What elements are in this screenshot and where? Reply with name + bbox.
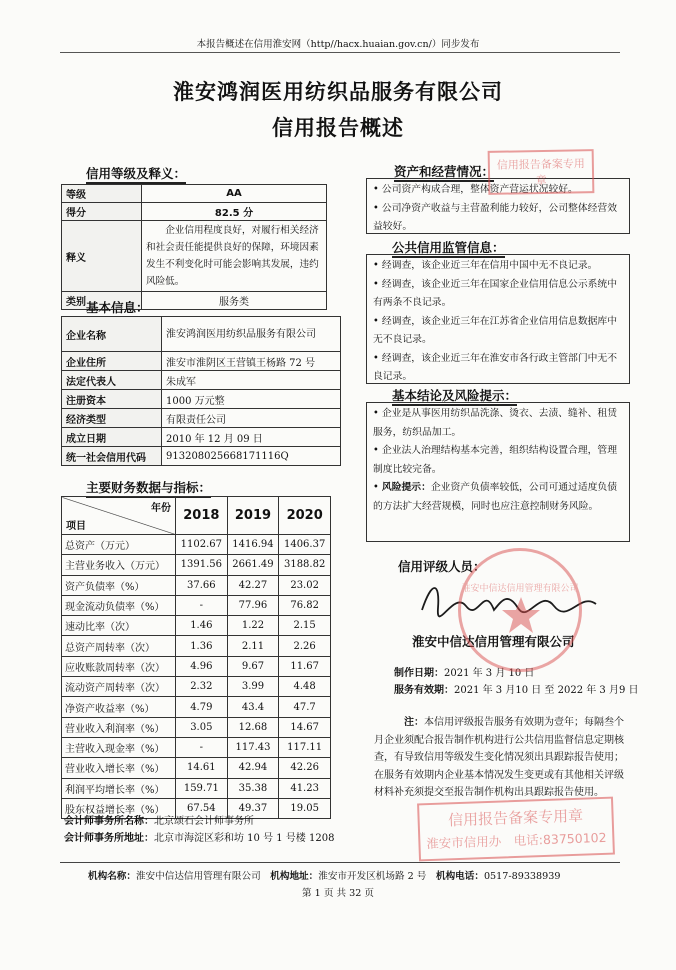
finance-item: 总资产周转率（次） <box>62 636 176 656</box>
finance-item: 应收账款周转率（次） <box>62 656 176 676</box>
basic-value: 1000 万元整 <box>162 390 341 409</box>
finance-value: 3.05 <box>176 717 228 737</box>
list-item: • 公司净资产收益与主营盈利能力较好，公司整体经营效益较好。 <box>373 202 618 232</box>
seal-text: 淮安中信达信用管理有限公司 <box>461 584 579 594</box>
table-row <box>62 677 331 697</box>
category-value: 服务类 <box>142 292 327 310</box>
meaning-label: 释义 <box>62 221 142 292</box>
basic-value: 朱成军 <box>162 371 341 390</box>
finance-item: 营业收入增长率（%） <box>62 758 176 778</box>
table-row <box>62 575 331 595</box>
finance-value: 19.05 <box>279 798 331 818</box>
finance-value: 1.36 <box>176 636 228 656</box>
year-2019: 2019 <box>227 497 279 535</box>
rater-org: 淮安中信达信用管理有限公司 <box>412 634 575 649</box>
table-row <box>62 535 331 555</box>
finance-value: 3.99 <box>227 677 279 697</box>
table-row <box>62 595 331 615</box>
finance-value: 67.54 <box>176 798 228 818</box>
finance-table <box>61 496 331 819</box>
bottom-filing-stamp <box>417 797 615 862</box>
assets-heading: 资产和经营情况： <box>394 162 494 180</box>
top-stamp-text: 信用报告备案专用章 <box>496 157 585 188</box>
bottom-stamp-line1: 信用报告备案专用章 <box>447 806 584 830</box>
report-title: 信用报告概述 <box>272 116 404 140</box>
rater-label: 信用评级人员： <box>398 559 486 574</box>
grade-label: 等级 <box>62 185 142 203</box>
basic-label: 成立日期 <box>62 428 162 447</box>
basic-value: 淮安市淮阴区王营镇王杨路 72 号 <box>162 352 341 371</box>
list-item: • 经调查，该企业近三年在信用中国中无不良记录。 <box>373 260 598 271</box>
accountant-addr-label: 会计师事务所地址： <box>64 833 154 844</box>
finance-value: 37.66 <box>176 575 228 595</box>
make-date: 制作日期：2021 年 3 月 10 日 <box>394 668 535 679</box>
finance-value: 4.79 <box>176 697 228 717</box>
top-note: 本报告概述在信用淮安网（http//hacx.huaian.gov.cn/）同步发布 <box>196 39 480 50</box>
table-row <box>62 737 331 757</box>
basic-label: 经济类型 <box>62 409 162 428</box>
finance-value: 4.48 <box>279 677 331 697</box>
grade-value: AA <box>142 185 327 203</box>
finance-value: 2.11 <box>227 636 279 656</box>
finance-value: 159.71 <box>176 778 228 798</box>
valid-period: 服务有效期：2021 年 3 月10 日 至 2022 年 3 月9 日 <box>394 685 639 696</box>
finance-value: 9.67 <box>227 656 279 676</box>
rating-heading: 信用等级及释义： <box>86 164 186 182</box>
table-row <box>62 555 331 575</box>
finance-value: 4.96 <box>176 656 228 676</box>
finance-value: 41.23 <box>279 778 331 798</box>
table-row <box>62 656 331 676</box>
list-item: • 经调查，该企业近三年在淮安市各行政主管部门中无不良记录。 <box>373 352 618 382</box>
finance-item: 营业收入利润率（%） <box>62 717 176 737</box>
finance-value: 76.82 <box>279 595 331 615</box>
finance-value: 77.96 <box>227 595 279 615</box>
basic-value: 淮安鸿润医用纺织品服务有限公司 <box>162 317 341 352</box>
year-2020: 2020 <box>279 497 331 535</box>
finance-item: 股东权益增长率（%） <box>62 798 176 818</box>
accountant-firm <box>64 812 254 827</box>
accountant-firm-value: 北京颂石会计师事务所 <box>154 816 254 827</box>
finance-item: 速动比率（次） <box>62 616 176 636</box>
finance-value: - <box>176 595 228 615</box>
item-label: 项目 <box>66 521 86 532</box>
list-item: • 风险提示：企业资产负债率较低，公司可通过适度负债的方法扩大经营规模，同时也应注意控制财务风险。 <box>373 482 618 512</box>
finance-item: 净资产收益率（%） <box>62 697 176 717</box>
basic-label: 企业住所 <box>62 352 162 371</box>
finance-item: 资产负债率（%） <box>62 575 176 595</box>
finance-value: 11.67 <box>279 656 331 676</box>
table-row <box>62 758 331 778</box>
footer-divider <box>60 862 620 863</box>
finance-value: 14.67 <box>279 717 331 737</box>
basic-label: 统一社会信用代码 <box>62 447 162 466</box>
score-label: 得分 <box>62 203 142 221</box>
list-item: • 经调查，该企业近三年在国家企业信用信息公示系统中有两条不良记录。 <box>373 278 618 308</box>
accountant-firm-label: 会计师事务所名称： <box>64 816 154 827</box>
conclusion-box <box>366 402 630 542</box>
company-title: 淮安鸿润医用纺织品服务有限公司 <box>173 80 503 104</box>
page-number: 第 1 页 共 32 页 <box>302 888 374 899</box>
supervision-heading: 公共信用监管信息： <box>392 238 505 256</box>
finance-item: 现金流动负债率（%） <box>62 595 176 615</box>
finance-value: 35.38 <box>227 778 279 798</box>
accountant-addr-value: 北京市海淀区彩和坊 10 号 1 号楼 1208 <box>154 833 335 844</box>
top-filing-stamp <box>488 149 595 195</box>
finance-value: 1102.67 <box>176 535 228 555</box>
top-divider <box>60 52 620 53</box>
table-row <box>62 616 331 636</box>
seal-star-icon <box>501 595 541 635</box>
basic-label: 法定代表人 <box>62 371 162 390</box>
company-seal <box>458 548 582 672</box>
finance-value: 117.11 <box>279 737 331 757</box>
finance-corner <box>62 497 176 535</box>
finance-value: 42.27 <box>227 575 279 595</box>
table-row <box>62 636 331 656</box>
year-label: 年份 <box>151 503 171 514</box>
finance-value: 1416.94 <box>227 535 279 555</box>
bottom-stamp-line2: 淮安市信用办 电话:83750102 <box>426 829 607 852</box>
footer-info: 机构名称：淮安中信达信用管理有限公司 机构地址：淮安市开发区机场路 2 号 机构电话：0517-89338939 <box>88 871 561 882</box>
note-paragraph: 注：本信用评级报告服务有效期为壹年；每隔叁个月企业须配合报告制作机构进行公共信用监督信息定期核查，有导致信用等级发生变化情况须出具跟踪报告使用；在服务有效期内企业基本情况发生变更或有其他相关评级材料补充须提交至报告制作机构出具跟踪报告使用。 <box>374 717 624 798</box>
finance-heading: 主要财务数据与指标： <box>86 478 211 496</box>
finance-value: 43.4 <box>227 697 279 717</box>
accountant-addr <box>64 829 334 844</box>
basic-value: 913208025668171116Q <box>162 447 341 466</box>
table-row <box>62 697 331 717</box>
basic-value: 2010 年 12 月 09 日 <box>162 428 341 447</box>
finance-item: 主营收入现金率（%） <box>62 737 176 757</box>
conclusion-heading: 基本结论及风险提示： <box>392 386 517 404</box>
basic-heading: 基本信息： <box>86 298 149 316</box>
finance-value: 3188.82 <box>279 555 331 575</box>
list-item: • 企业是从事医用纺织品洗涤、烫衣、去渍、缝补、租赁服务，纺织品加工。 <box>373 408 618 438</box>
category-label: 类别 <box>62 292 142 310</box>
list-item: • 公司资产构成合理，整体资产营运状况较好。 <box>373 184 578 195</box>
rating-table <box>61 184 327 310</box>
basic-table <box>61 316 341 466</box>
finance-value: 42.26 <box>279 758 331 778</box>
table-row <box>62 778 331 798</box>
finance-value: 1406.37 <box>279 535 331 555</box>
finance-value: 42.94 <box>227 758 279 778</box>
finance-value: - <box>176 737 228 757</box>
table-row <box>62 717 331 737</box>
list-item: • 经调查，该企业近三年在江苏省企业信用信息数据库中无不良记录。 <box>373 315 618 345</box>
basic-label: 注册资本 <box>62 390 162 409</box>
finance-value: 2.15 <box>279 616 331 636</box>
list-item: • 企业法人治理结构基本完善，组织结构设置合理，管理制度比较完备。 <box>373 445 618 475</box>
finance-value: 14.61 <box>176 758 228 778</box>
finance-value: 2661.49 <box>227 555 279 575</box>
finance-item: 主营业务收入（万元） <box>62 555 176 575</box>
finance-value: 1.46 <box>176 616 228 636</box>
meaning-text: 企业信用程度良好，对履行相关经济和社会责任能提供良好的保障，环境因素发生不利变化时可能会影响其发展，违约风险低。 <box>142 221 327 292</box>
basic-label: 企业名称 <box>62 317 162 352</box>
finance-item: 流动资产周转率（次） <box>62 677 176 697</box>
finance-item: 利润平均增长率（%） <box>62 778 176 798</box>
finance-value: 2.32 <box>176 677 228 697</box>
finance-value: 49.37 <box>227 798 279 818</box>
finance-value: 117.43 <box>227 737 279 757</box>
finance-value: 2.26 <box>279 636 331 656</box>
finance-item: 总资产（万元） <box>62 535 176 555</box>
finance-value: 12.68 <box>227 717 279 737</box>
finance-value: 1391.56 <box>176 555 228 575</box>
year-2018: 2018 <box>176 497 228 535</box>
finance-value: 23.02 <box>279 575 331 595</box>
score-value: 82.5 分 <box>142 203 327 221</box>
basic-value: 有限责任公司 <box>162 409 341 428</box>
finance-value: 47.7 <box>279 697 331 717</box>
supervision-box <box>366 254 630 384</box>
finance-value: 1.22 <box>227 616 279 636</box>
